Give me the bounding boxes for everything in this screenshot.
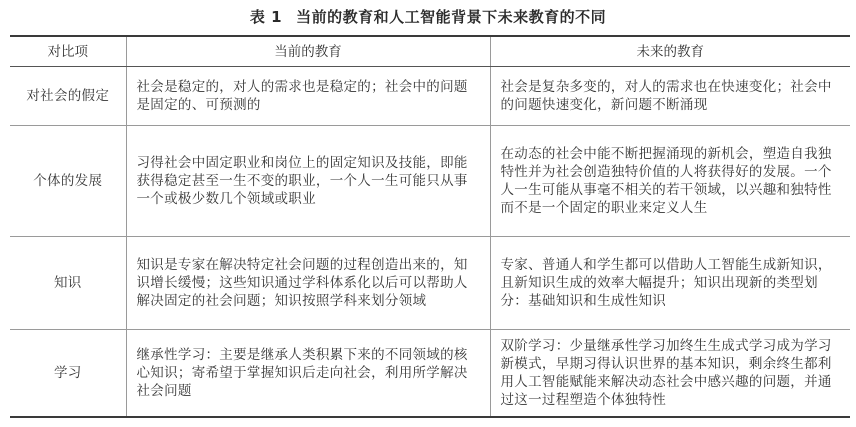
cell-future: 社会是复杂多变的，对人的需求也在快速变化；社会中的问题快速变化，新问题不断涌现 — [490, 67, 850, 126]
header-future-education: 未来的教育 — [490, 36, 850, 67]
cell-current: 社会是稳定的，对人的需求也是稳定的；社会中的问题是固定的、可预测的 — [126, 67, 490, 126]
row-item-label: 知识 — [10, 237, 126, 330]
table-number: 表 1 — [249, 8, 283, 26]
cell-current: 习得社会中固定职业和岗位上的固定知识及技能，即能获得稳定甚至一生不变的职业，一个人一生可能只从事一个或极少数几个领域或职业 — [126, 126, 490, 237]
table-row — [10, 126, 850, 237]
row-item-label: 对社会的假定 — [26, 88, 110, 104]
table-row — [10, 67, 850, 126]
comparison-table — [10, 35, 850, 418]
header-comparison-item: 对比项 — [10, 36, 126, 67]
table-row — [10, 330, 850, 418]
cell-future: 双阶学习：少量继承性学习加终生生成式学习成为学习新模式，早期习得认识世界的基本知识，剩余终生都利用人工智能赋能来解决动态社会中感兴趣的问题，并通过这一过程塑造个体独特性 — [490, 330, 850, 418]
table-row — [10, 237, 850, 330]
cell-current: 知识是专家在解决特定社会问题的过程创造出来的，知识增长缓慢；这些知识通过学科体系化以后可以帮助人解决固定的社会问题；知识按照学科来划分领域 — [126, 237, 490, 330]
cell-current: 继承性学习：主要是继承人类积累下来的不同领域的核心知识；寄希望于掌握知识后走向社会，利用所学解决社会问题 — [126, 330, 490, 418]
cell-future: 专家、普通人和学生都可以借助人工智能生成新知识，且新知识生成的效率大幅提升；知识出现新的类型划分：基础知识和生成性知识 — [490, 237, 850, 330]
header-current-education: 当前的教育 — [126, 36, 490, 67]
row-item-label: 学习 — [10, 330, 126, 418]
cell-future: 在动态的社会中能不断把握涌现的新机会，塑造自我独特性并为社会创造独特价值的人将获得好的发展。一个人一生可能从事毫不相关的若干领域，以兴趣和独特性而不是一个固定的职业来定义人生 — [490, 126, 850, 237]
table-caption — [0, 6, 856, 27]
table-title: 当前的教育和人工智能背景下未来教育的不同 — [296, 8, 607, 26]
table-header-row — [10, 36, 850, 67]
row-item-label: 个体的发展 — [10, 126, 126, 237]
